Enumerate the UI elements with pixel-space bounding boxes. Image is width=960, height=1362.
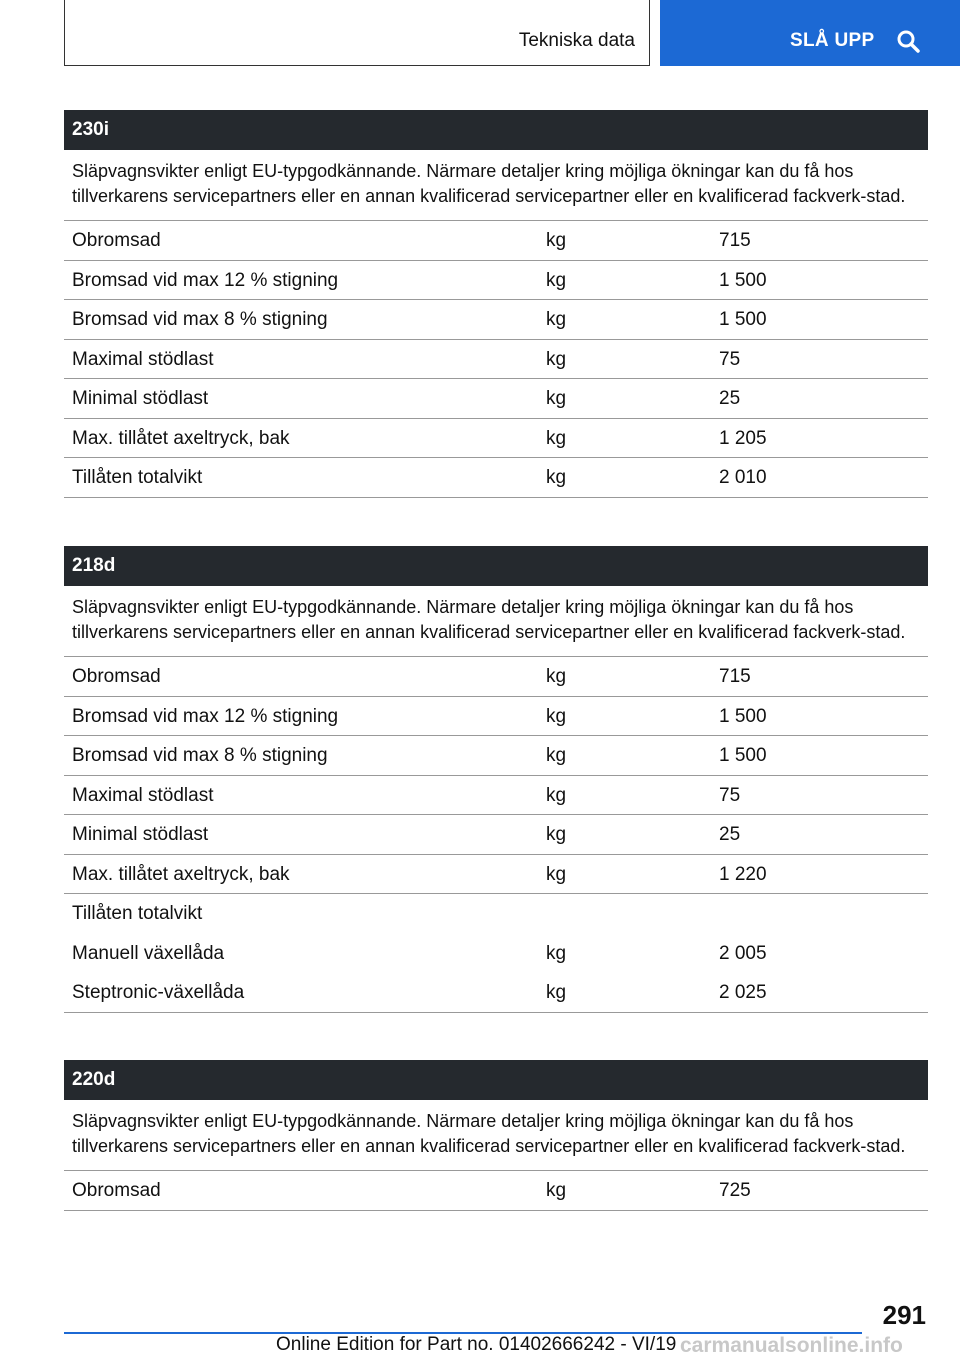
spec-section-220d [64, 1060, 928, 1211]
table-row: Max. tillåtet axeltryck, bak kg 1 220 [64, 855, 928, 895]
spec-section-230i [64, 110, 928, 498]
table-row: Minimal stödlast kg 25 [64, 379, 928, 419]
table-row: Obromsad kg 715 [64, 221, 928, 261]
table-row: Bromsad vid max 8 % stigning kg 1 500 [64, 736, 928, 776]
section-description: Släpvagnsvikter enligt EU-typgodkännande. Närmare detaljer kring möjliga ökningar kan du få hos tillverkarens servicepartners eller en annan kvalificerad servicepartner eller en kvalificerad fackverk-stad. [64, 1100, 928, 1171]
table-row: Maximal stödlast kg 75 [64, 776, 928, 816]
footer-edition: Online Edition for Part no. 01402666242 - VI/19 [276, 1334, 677, 1355]
table-row: Obromsad kg 715 [64, 657, 928, 697]
table-row: Bromsad vid max 12 % stigning kg 1 500 [64, 261, 928, 301]
table-row: Minimal stödlast kg 25 [64, 815, 928, 855]
table-row: Steptronic-växellåda kg 2 025 [64, 973, 928, 1013]
search-button[interactable] [660, 0, 960, 66]
section-description: Släpvagnsvikter enligt EU-typgodkännande. Närmare detaljer kring möjliga ökningar kan du få hos tillverkarens servicepartners eller en annan kvalificerad servicepartner eller en kvalificerad fackverk-stad. [64, 150, 928, 221]
table-row: Tillåten totalvikt kg 2 010 [64, 458, 928, 498]
section-header: 220d [64, 1060, 928, 1100]
section-header: 218d [64, 546, 928, 586]
table-row: Max. tillåtet axeltryck, bak kg 1 205 [64, 419, 928, 459]
table-row: Tillåten totalvikt [72, 903, 203, 924]
search-label: SLÅ UPP [790, 30, 875, 51]
table-row: Maximal stödlast kg 75 [64, 340, 928, 380]
watermark: carmanualsonline.info [680, 1334, 903, 1357]
table-row: Bromsad vid max 12 % stigning kg 1 500 [64, 697, 928, 737]
table-row: Bromsad vid max 8 % stigning kg 1 500 [64, 300, 928, 340]
page-number: 291 [882, 1300, 926, 1330]
section-description: Släpvagnsvikter enligt EU-typgodkännande. Närmare detaljer kring möjliga ökningar kan du få hos tillverkarens servicepartners eller en annan kvalificerad servicepartner eller en kvalificerad fackverk-stad. [64, 586, 928, 657]
table-row: Manuell växellåda kg 2 005 [72, 942, 767, 964]
search-icon [896, 29, 920, 53]
section-header: 230i [64, 110, 928, 150]
section-title: Tekniska data [518, 30, 635, 51]
table-row: Obromsad kg 725 [64, 1171, 928, 1211]
spec-section-218d [64, 546, 928, 1013]
header-tab [64, 0, 650, 66]
